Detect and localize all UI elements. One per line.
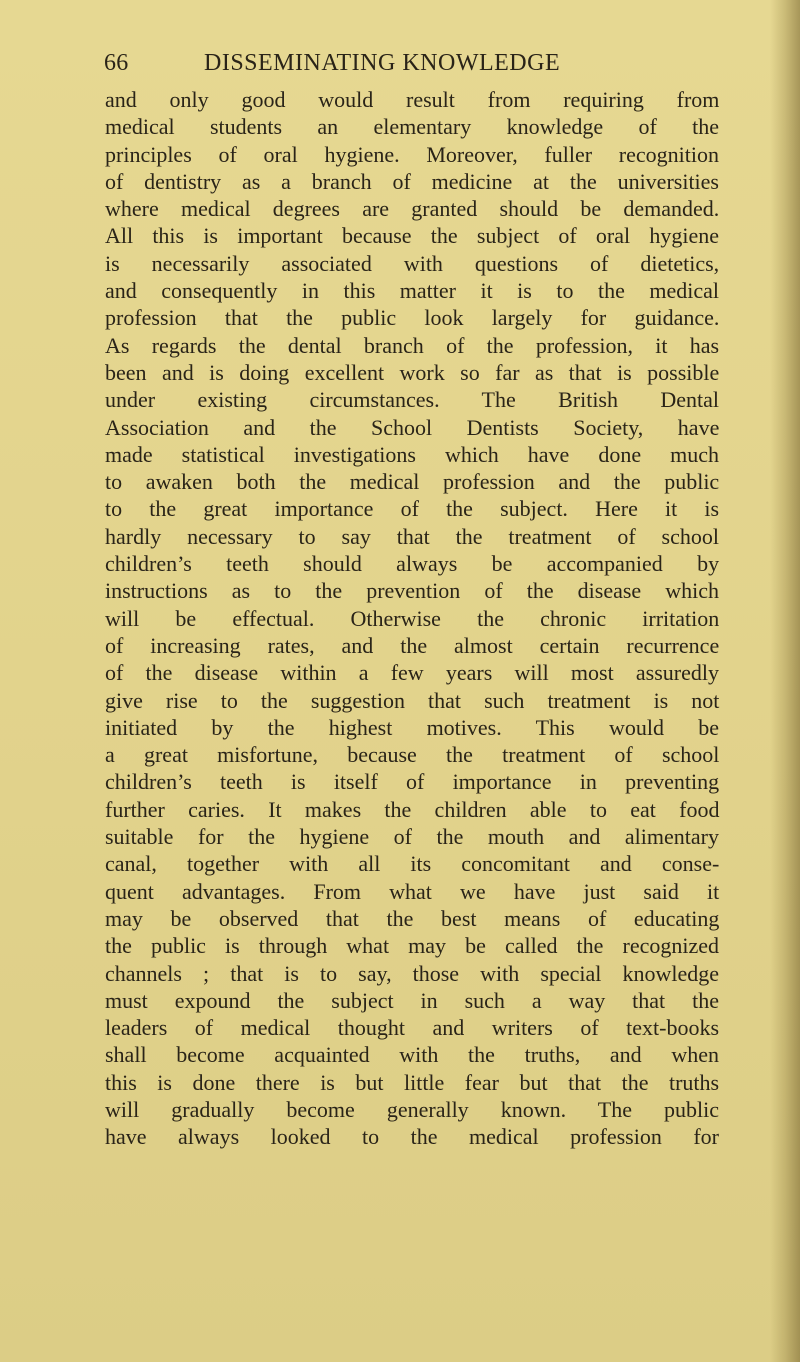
text-line: is necessarily associated with questions of dietetics, — [105, 250, 720, 276]
text-line: quent advantages. From what we have just said it — [105, 878, 720, 904]
text-line: may be observed that the best means of educating — [105, 905, 720, 931]
text-line: As regards the dental branch of the profession, it has — [105, 332, 720, 358]
body-text — [105, 86, 719, 1151]
chapter-title: DISSEMINATING KNOWLEDGE — [204, 50, 561, 76]
text-line: channels ; that is to say, those with special knowledge — [105, 960, 719, 986]
text-line: under existing circumstances. The British Dental — [105, 387, 719, 413]
text-line: give rise to the suggestion that such treatment is not — [105, 687, 720, 713]
text-line: to the great importance of the subject. Here it is — [105, 496, 720, 522]
running-head — [104, 50, 624, 84]
text-line: have always looked to the medical profession for — [105, 1124, 719, 1150]
text-line: of increasing rates, and the almost certain recurrence — [105, 632, 720, 658]
text-line: All this is important because the subject of oral hygiene — [105, 223, 719, 249]
text-line: profession that the public look largely for guidance. — [105, 305, 720, 331]
text-line: principles of oral hygiene. Moreover, fuller recognition — [105, 141, 719, 167]
text-line: to awaken both the medical profession and the public — [105, 469, 720, 495]
text-line: of the disease within a few years will most assuredly — [105, 660, 719, 686]
text-line: will gradually become generally known. The public — [105, 1096, 719, 1122]
page-number: 66 — [104, 50, 129, 76]
text-line: canal, together with all its concomitant and conse- — [105, 851, 720, 877]
text-line: will be effectual. Otherwise the chronic irritation — [105, 605, 720, 631]
text-line: instructions as to the prevention of the disease which — [105, 578, 719, 604]
text-line: children’s teeth is itself of importance in preventing — [105, 769, 720, 795]
text-line: a great misfortune, because the treatment of school — [105, 742, 720, 768]
text-line: and only good would result from requiring from — [105, 87, 720, 112]
text-line: children’s teeth should always be accompanied by — [105, 551, 720, 577]
text-line: initiated by the highest motives. This would be — [105, 714, 719, 740]
text-line: been and is doing excellent work so far as that is possible — [105, 359, 720, 385]
text-line: hardly necessary to say that the treatment of school — [105, 523, 719, 549]
text-line: leaders of medical thought and writers of text-books — [105, 1015, 720, 1041]
text-line: suitable for the hygiene of the mouth and alimentary — [105, 824, 719, 850]
text-line: Association and the School Dentists Society, have — [105, 414, 720, 440]
text-line: and consequently in this matter it is to the medical — [105, 278, 719, 304]
text-line: this is done there is but little fear but that the truths — [105, 1069, 720, 1095]
text-line: shall become acquainted with the truths, and when — [105, 1042, 719, 1068]
text-line: made statistical investigations which have done much — [105, 441, 719, 467]
text-line: must expound the subject in such a way that the — [105, 987, 719, 1013]
text-line: further caries. It makes the children able to eat food — [105, 796, 720, 822]
text-line: medical students an elementary knowledge of the — [105, 114, 719, 140]
text-line: of dentistry as a branch of medicine at the universities — [105, 168, 719, 194]
text-line: the public is through what may be called the recognized — [105, 933, 719, 959]
text-line: where medical degrees are granted should be demanded. — [105, 196, 720, 222]
